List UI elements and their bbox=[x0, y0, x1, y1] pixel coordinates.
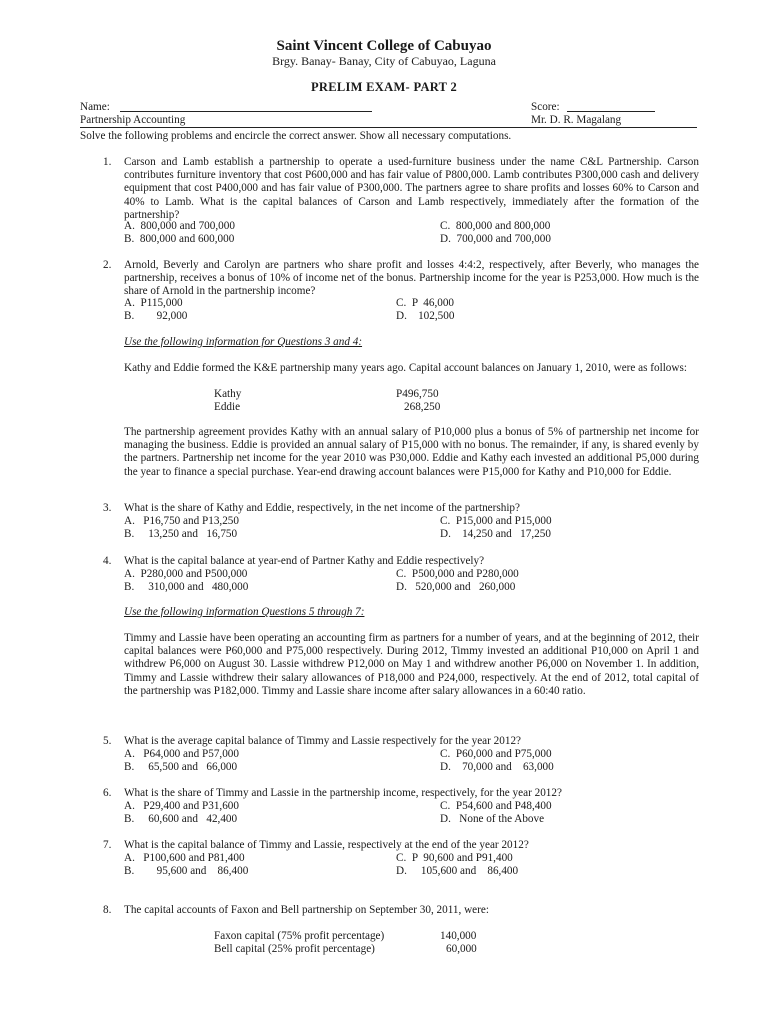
bell-capital-label: Bell capital (25% profit percentage) bbox=[214, 943, 375, 955]
question-number: 5. bbox=[103, 735, 112, 747]
question-1-text: Carson and Lamb establish a partnership to operate a used-furniture business under the name C&L Partnership. Carson contributes furniture inventory that cost P600,000 and has fair value of P800,000. Lamb contributes P300,000 cash and delivery equipment that cost P400,000 and has fair value of P300,000. The partners agree to share profits and losses 60% to Carson and 40% to Lamb. What is the capital balances of Carson and Lamb respectively, immediately after the formation of the partnership? bbox=[124, 156, 699, 221]
score-label: Score: bbox=[531, 101, 560, 113]
name-blank bbox=[120, 100, 372, 112]
exam-title: PRELIM EXAM- PART 2 bbox=[310, 80, 458, 94]
instructions: Solve the following problems and encircle the correct answer. Show all necessary computations. bbox=[80, 130, 512, 142]
q1-option-d: D. 700,000 and 700,000 bbox=[440, 233, 551, 245]
q2-option-d: D. 102,500 bbox=[396, 310, 455, 322]
q7-option-b: B. 95,600 and 86,400 bbox=[124, 865, 249, 877]
question-7-text: What is the capital balance of Timmy and Lassie, respectively at the end of the year 2012? bbox=[124, 839, 529, 851]
question-number: 3. bbox=[103, 502, 112, 514]
q4-option-d: D. 520,000 and 260,000 bbox=[396, 581, 516, 593]
header-rule bbox=[80, 127, 697, 128]
question-4-text: What is the capital balance at year-end of Partner Kathy and Eddie respectively? bbox=[124, 555, 485, 567]
info-3-4-intro: Kathy and Eddie formed the K&E partnership many years ago. Capital account balances on January 1, 2010, were as follows: bbox=[124, 362, 687, 374]
subject: Partnership Accounting bbox=[80, 114, 186, 126]
score-blank bbox=[567, 100, 655, 112]
q2-option-b: B. 92,000 bbox=[124, 310, 188, 322]
q2-option-c: C. P 46,000 bbox=[396, 297, 455, 309]
q6-option-c: C. P54,600 and P48,400 bbox=[440, 800, 552, 812]
question-number: 8. bbox=[103, 904, 112, 916]
eddie-value: 268,250 bbox=[404, 401, 441, 413]
q7-option-d: D. 105,600 and 86,400 bbox=[396, 865, 519, 877]
q1-option-b: B. 800,000 and 600,000 bbox=[124, 233, 235, 245]
q2-option-a: A. P115,000 bbox=[124, 297, 183, 309]
q6-option-b: B. 60,600 and 42,400 bbox=[124, 813, 238, 825]
q3-option-d: D. 14,250 and 17,250 bbox=[440, 528, 551, 540]
score-field bbox=[531, 101, 560, 114]
info-5-7-paragraph: Timmy and Lassie have been operating an accounting firm as partners for a number of years, and at the beginning of 2012, their capital balances were P60,000 and P75,000 respectively. During 2012, Timmy invested an additional P10,000 on April 1 and withdrew P6,000 on August 30. Lassie withdrew P12,000 on May 1 and withdrew another P6,000 on November 1. In addition, Timmy and Lassie withdrew their salary allowances of P18,000 and P24,000, respectively. At the end of 2012, total capital of the partnership was P182,000. Timmy and Lassie share income after salary allowances in a 60:40 ratio. bbox=[124, 632, 699, 697]
q3-option-a: A. P16,750 and P13,250 bbox=[124, 515, 239, 527]
q1-option-c: C. 800,000 and 800,000 bbox=[440, 220, 551, 232]
college-address: Brgy. Banay- Banay, City of Cabuyao, Laguna bbox=[272, 54, 496, 68]
question-2-text: Arnold, Beverly and Carolyn are partners who share profit and losses 4:4:2, respectively, after Beverly, who manages the partnership, receives a bonus of 10% of income net of the bonus. Partnership income for the year is P253,000. How much is the share of Arnold in the partnership income? bbox=[124, 259, 699, 298]
question-8-text: The capital accounts of Faxon and Bell partnership on September 30, 2011, were: bbox=[124, 904, 489, 916]
q1-option-a: A. 800,000 and 700,000 bbox=[124, 220, 235, 232]
q3-option-b: B. 13,250 and 16,750 bbox=[124, 528, 238, 540]
q7-option-a: A. P100,600 and P81,400 bbox=[124, 852, 245, 864]
info-3-4-paragraph: The partnership agreement provides Kathy with an annual salary of P10,000 plus a bonus of 5% of partnership net income for managing the business. Eddie is provided an annual salary of P15,000 with no bonus. The remainder, if any, is shared evenly by the partners. Partnership net income for the year 2010 was P30,000. Eddie and Kathy each invested an additional P5,000 during the year to finance a special purchase. Year-end drawing account balances were P15,000 for Kathy and P10,000 for Eddie. bbox=[124, 426, 699, 478]
info-heading-3-4: Use the following information for Questions 3 and 4: bbox=[124, 336, 363, 348]
q5-option-a: A. P64,000 and P57,000 bbox=[124, 748, 239, 760]
q3-option-c: C. P15,000 and P15,000 bbox=[440, 515, 552, 527]
college-name: Saint Vincent College of Cabuyao bbox=[276, 38, 492, 54]
question-number: 6. bbox=[103, 787, 112, 799]
bell-capital-value: 60,000 bbox=[446, 943, 477, 955]
kathy-value: P496,750 bbox=[396, 388, 439, 400]
kathy-label: Kathy bbox=[214, 388, 242, 400]
q4-option-a: A. P280,000 and P500,000 bbox=[124, 568, 248, 580]
info-heading-5-7: Use the following information Questions 5 through 7: bbox=[124, 606, 365, 618]
name-label: Name: bbox=[80, 101, 110, 113]
question-number: 1. bbox=[103, 156, 112, 168]
name-field bbox=[80, 101, 110, 114]
q6-option-a: A. P29,400 and P31,600 bbox=[124, 800, 239, 812]
question-number: 7. bbox=[103, 839, 112, 851]
q7-option-c: C. P 90,600 and P91,400 bbox=[396, 852, 513, 864]
q5-option-d: D. 70,000 and 63,000 bbox=[440, 761, 554, 773]
q5-option-b: B. 65,500 and 66,000 bbox=[124, 761, 238, 773]
instructor: Mr. D. R. Magalang bbox=[531, 114, 622, 126]
eddie-label: Eddie bbox=[214, 401, 241, 413]
question-number: 2. bbox=[103, 259, 112, 271]
question-number: 4. bbox=[103, 555, 112, 567]
q4-option-b: B. 310,000 and 480,000 bbox=[124, 581, 249, 593]
faxon-capital-label: Faxon capital (75% profit percentage) bbox=[214, 930, 385, 942]
question-3-text: What is the share of Kathy and Eddie, respectively, in the net income of the partnership? bbox=[124, 502, 520, 514]
question-6-text: What is the share of Timmy and Lassie in the partnership income, respectively, for the year 2012? bbox=[124, 787, 562, 799]
faxon-capital-value: 140,000 bbox=[440, 930, 477, 942]
q6-option-d: D. None of the Above bbox=[440, 813, 545, 825]
question-5-text: What is the average capital balance of Timmy and Lassie respectively for the year 2012? bbox=[124, 735, 522, 747]
q5-option-c: C. P60,000 and P75,000 bbox=[440, 748, 552, 760]
q4-option-c: C. P500,000 and P280,000 bbox=[396, 568, 519, 580]
